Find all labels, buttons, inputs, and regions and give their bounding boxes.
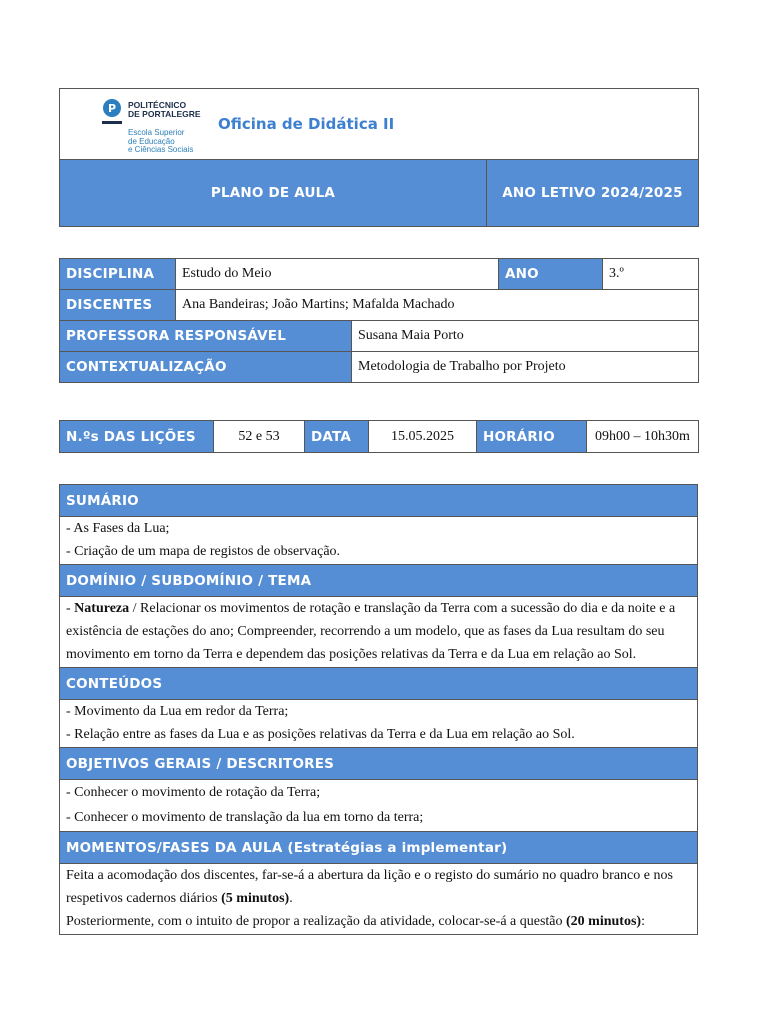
list-item: - Conhecer o movimento de rotação da Terra; xyxy=(66,785,321,800)
plano-sections-table xyxy=(59,484,698,935)
list-item: - As Fases da Lua; xyxy=(66,521,170,536)
dominio-content xyxy=(60,597,698,668)
ano-value: 3.º xyxy=(603,259,699,290)
conteudos-content xyxy=(60,700,698,748)
horario-label: HORÁRIO xyxy=(477,421,587,453)
politecnico-logo-icon xyxy=(102,99,122,127)
objetivos-heading: OBJETIVOS GERAIS / DESCRITORES xyxy=(60,748,698,780)
header-table xyxy=(59,88,699,227)
licoes-value: 52 e 53 xyxy=(214,421,305,453)
data-label: DATA xyxy=(305,421,369,453)
logo-subtitle: Escola Superior de Educação e Ciências Sociais xyxy=(128,128,194,154)
sumario-heading: SUMÁRIO xyxy=(60,485,698,517)
svg-text:P: P xyxy=(107,102,117,115)
ano-letivo-label: ANO LETIVO 2024/2025 xyxy=(487,160,699,227)
dominio-line: existência de estações do ano; Compreender, recorrendo a um modelo, que as fases da Lua resultam do seu xyxy=(66,624,665,639)
ano-label: ANO xyxy=(499,259,603,290)
dominio-heading: DOMÍNIO / SUBDOMÍNIO / TEMA xyxy=(60,565,698,597)
conteudos-heading: CONTEÚDOS xyxy=(60,668,698,700)
list-item: - Criação de um mapa de registos de observação. xyxy=(66,544,341,559)
professora-label: PROFESSORA RESPONSÁVEL xyxy=(60,321,352,352)
discentes-label: DISCENTES xyxy=(60,290,176,321)
data-value: 15.05.2025 xyxy=(369,421,477,453)
momentos-line: Posteriormente, com o intuito de propor a realização da atividade, colocar-se-á a questão (20 minutos): xyxy=(66,914,645,929)
objetivos-content xyxy=(60,780,698,832)
discentes-value: Ana Bandeiras; João Martins; Mafalda Machado xyxy=(176,290,699,321)
licoes-label: N.ºs DAS LIÇÕES xyxy=(60,421,214,453)
contextualizacao-value: Metodologia de Trabalho por Projeto xyxy=(352,352,699,383)
sumario-content xyxy=(60,517,698,565)
list-item: - Conhecer o movimento de translação da lua em torno da terra; xyxy=(66,810,424,825)
plano-de-aula-label: PLANO DE AULA xyxy=(60,160,487,227)
info-table xyxy=(59,258,699,383)
disciplina-label: DISCIPLINA xyxy=(60,259,176,290)
disciplina-value: Estudo do Meio xyxy=(176,259,499,290)
dominio-line: movimento em torno da Terra e dependem das posições relativas da Terra e da Lua em relação ao Sol. xyxy=(66,647,637,662)
professora-value: Susana Maia Porto xyxy=(352,321,699,352)
dominio-line: - Natureza / Relacionar os movimentos de rotação e translação da Terra com a sucessão do dia e da noite e a xyxy=(66,601,676,616)
momentos-heading: MOMENTOS/FASES DA AULA (Estratégias a implementar) xyxy=(60,832,698,864)
contextualizacao-label: CONTEXTUALIZAÇÃO xyxy=(60,352,352,383)
logo-text: POLITÉCNICO DE PORTALEGRE xyxy=(128,100,201,119)
page-title: Oficina de Didática II xyxy=(218,115,395,133)
licoes-table xyxy=(59,420,699,453)
header-logo-cell xyxy=(60,89,699,160)
momentos-line: respetivos cadernos diários (5 minutos). xyxy=(66,891,293,906)
horario-value: 09h00 – 10h30m xyxy=(587,421,699,453)
list-item: - Relação entre as fases da Lua e as posições relativas da Terra e da Lua em relação ao Sol. xyxy=(66,727,575,742)
list-item: - Movimento da Lua em redor da Terra; xyxy=(66,704,289,719)
momentos-line: Feita a acomodação dos discentes, far-se-á a abertura da lição e o registo do sumário no quadro branco e nos xyxy=(66,868,673,883)
momentos-content xyxy=(60,864,698,935)
